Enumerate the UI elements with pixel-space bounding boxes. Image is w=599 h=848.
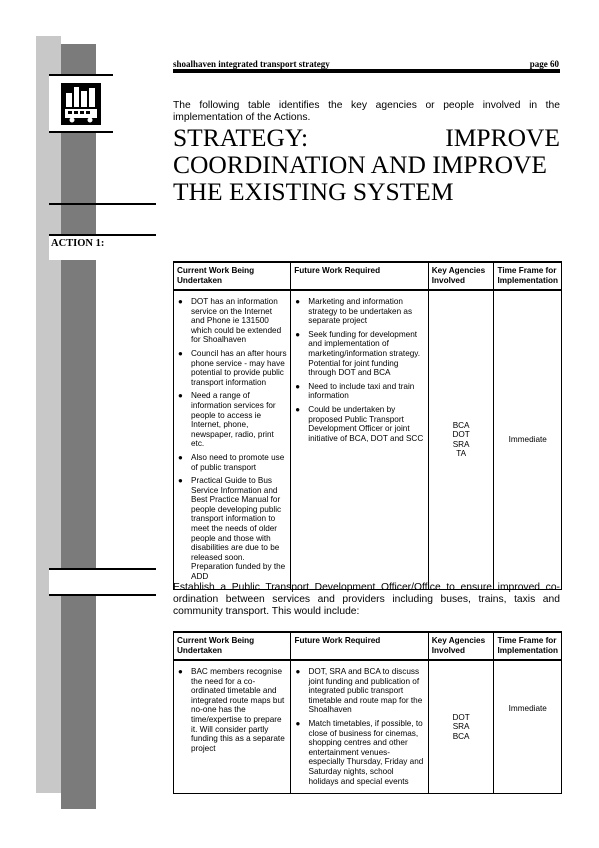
col-header-agencies: Key Agencies Involved (428, 262, 494, 290)
list-item: ● Seek funding for development and implementation of marketing/information strategy. Potential for joint funding through DOT and BCA (294, 330, 424, 378)
table-row (174, 290, 562, 589)
agencies-cell (428, 290, 494, 589)
strategy-word: STRATEGY: (173, 123, 309, 152)
strategy-line: THE EXISTING SYSTEM (173, 177, 454, 206)
header-rule (173, 69, 560, 73)
agencies-cell (428, 660, 494, 794)
list-item: ● Council has an after hours phone service - may have potential to provide public transport information (177, 349, 287, 387)
future-work-list (294, 667, 424, 786)
col-header-timeframe: Time Frame for Implementation (494, 262, 562, 290)
strategy-line: COORDINATION AND IMPROVE (173, 150, 548, 179)
list-item: ● BAC members recognise the need for a co-ordinated timetable and integrated route maps but no-one has the time/expertise to prepare it. Will consider partly funding this as a separate project (177, 667, 287, 753)
page-number: page 60 (529, 59, 559, 69)
future-work-list (294, 297, 424, 443)
table-row (174, 660, 562, 794)
list-item: ● Need to include taxi and train information (294, 382, 424, 401)
col-header-future: Future Work Required (291, 262, 428, 290)
list-item: ● Match timetables, if possible, to close of business for cinemas, shopping centres and other entertainment venues-especially Thursday, Friday and Saturday nights, school holidays and special events (294, 719, 424, 786)
header-title: shoalhaven integrated transport strategy (173, 59, 330, 69)
list-item: ● Need a range of information services for people to access ie Internet, phone, newspaper, radio, print etc. (177, 391, 287, 449)
intro-text: The following table identifies the key agencies or people involved in the implementation of the Actions. (173, 100, 560, 123)
agency: SRA (452, 722, 470, 732)
side-bar-dark (61, 44, 96, 809)
logo-box (49, 76, 113, 131)
agency: DOT (452, 430, 470, 440)
col-header-timeframe: Time Frame for Implementation (494, 632, 562, 660)
current-work-list (177, 297, 287, 582)
list-item: ● Could be undertaken by proposed Public Transport Development Officer or joint initiative of BCA, DOT and SCC (294, 405, 424, 443)
list-item: ● DOT, SRA and BCA to discuss joint funding and publication of integrated public transport timetable and route map for the Shoalhaven (294, 667, 424, 715)
list-item: ● DOT has an information service on the Internet and Phone ie 131500 which could be extended for Shoalhaven (177, 297, 287, 345)
list-item: ● Also need to promote use of public transport (177, 453, 287, 472)
col-header-current: Current Work Being Undertaken (174, 262, 291, 290)
action-description: Establish a Public Transport Development Officer/Office to ensure improved co-ordination between services and providers including buses, trains, taxis and community transport. This would include: (173, 582, 560, 617)
agency: DOT (452, 712, 470, 722)
margin-rule (49, 203, 156, 205)
timeframe-cell: Immediate (494, 660, 562, 794)
current-work-list (177, 667, 287, 753)
col-header-future: Future Work Required (291, 632, 428, 660)
agency: BCA (452, 731, 470, 741)
col-header-current: Current Work Being Undertaken (174, 632, 291, 660)
list-item: ● Marketing and information strategy to be undertaken as separate project (294, 297, 424, 326)
margin-box (49, 568, 156, 596)
agencies-table-1 (173, 261, 562, 590)
city-bus-logo-icon (61, 83, 101, 125)
strategy-word: IMPROVE (445, 123, 560, 152)
agencies-table-2 (173, 631, 562, 794)
action-label: ACTION 1: (51, 238, 105, 249)
strategy-heading (173, 124, 560, 205)
logo-bottom-rule (49, 131, 113, 133)
agency: SRA (452, 439, 470, 449)
list-item: ● Practical Guide to Bus Service Information and Best Practice Manual for people developing public transport information to meet the needs of older people and those with disabilities are due to be released soon. Preparation funded by the ADD (177, 476, 287, 582)
action-label-box (49, 234, 156, 260)
timeframe-cell: Immediate (494, 290, 562, 589)
side-bar-light (36, 36, 61, 793)
agency: BCA (452, 420, 470, 430)
col-header-agencies: Key Agencies Involved (428, 632, 494, 660)
agency: TA (456, 449, 467, 459)
